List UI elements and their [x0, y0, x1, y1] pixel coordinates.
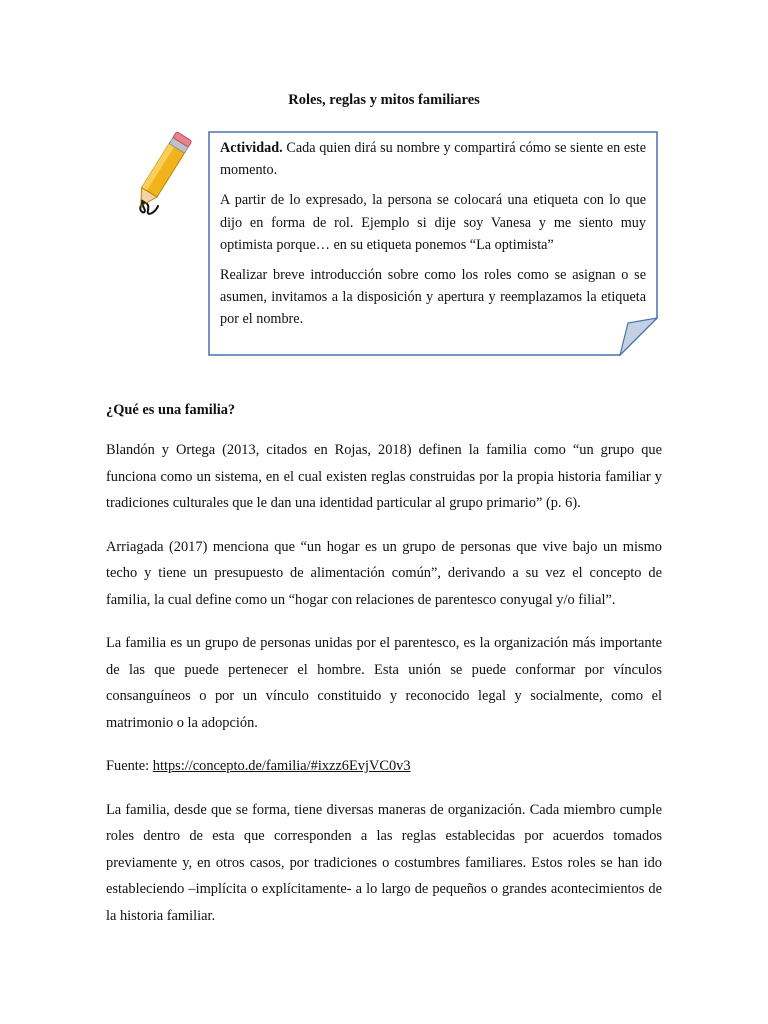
source-link[interactable]: https://concepto.de/familia/#ixzz6EvjVC0v3 [152, 758, 411, 774]
section-heading: ¿Qué es una familia? [106, 402, 236, 418]
paragraph-arriagada: Arriagada (2017) menciona que “un hogar es un grupo de personas que vive bajo un mismo techo y tiene un presupuesto de alimentación común”, derivando a su vez el concepto de familia, la cual define como un “hogar con relaciones de parentesco conyugal y/o filial”. [106, 538, 662, 608]
activity-note [208, 131, 658, 356]
paragraph-blandon: Blandón y Ortega (2013, citados en Rojas, 2018) definen la familia como “un grupo que funciona como un sistema, en el cual existen reglas construidas por la propia historia familiar y tradiciones culturales que le dan una identidad particular al grupo primario” (p. 6). [106, 442, 662, 511]
paragraph-familia: La familia es un grupo de personas unidas por el parentesco, es la organización más importante de las que puede pertenecer el hombre. Esta unión se puede conformar por vínculos consanguíneos o por un vínculo constituido y reconocido legal y socialmente, como el matrimonio o la adopción. [106, 635, 662, 731]
activity-paragraph-3: Realizar breve introducción sobre como los roles como se asignan o se asumen, invitamos a la disposición y apertura y reemplazamos la etiqueta por el nombre. [220, 267, 646, 328]
pencil-icon [122, 128, 202, 224]
main-content [106, 399, 662, 946]
page-title: Roles, reglas y mitos familiares [288, 92, 480, 108]
activity-paragraph-1 [220, 137, 646, 181]
activity-text-1: Cada quien dirá su nombre y compartirá cómo se siente en este momento. [220, 140, 646, 179]
activity-paragraph-2: A partir de lo expresado, la persona se colocará una etiqueta con lo que dijo en forma de rol. Ejemplo si dije soy Vanesa y me siento muy optimista porque… en su etiqueta ponemos “La optimista” [220, 192, 646, 253]
paragraph-organizacion: La familia, desde que se forma, tiene diversas maneras de organización. Cada miembro cumple roles dentro de esta que corresponden a las reglas establecidas por acuerdos tomados previamente y, en otros casos, por tradiciones o costumbres familiares. Estos roles se han ido estableciendo –implícita o explícitamente- a lo largo de pequeños o grandes acontecimientos de la historia familiar. [106, 801, 662, 924]
source-line [106, 753, 662, 780]
source-label: Fuente: [106, 758, 153, 774]
activity-label: Actividad. [220, 140, 283, 156]
